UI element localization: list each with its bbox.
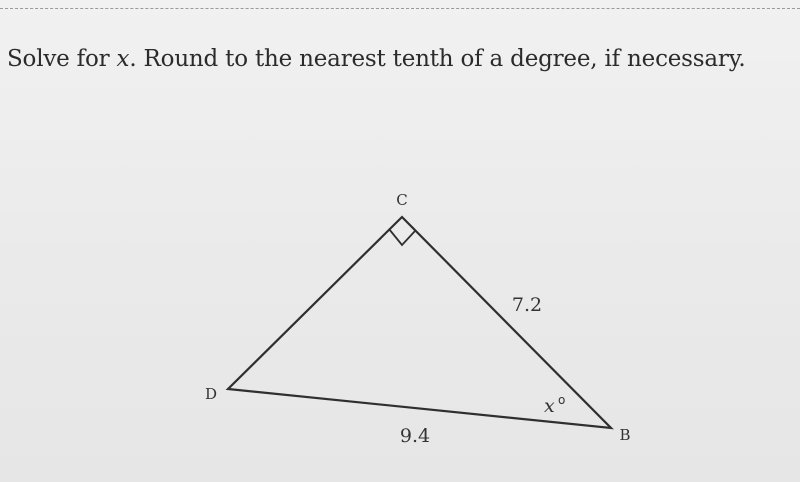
degree-symbol: o: [558, 393, 566, 407]
vertex-label-b: B: [619, 426, 631, 444]
vertex-label-c: C: [396, 191, 408, 209]
question-suffix: . Round to the nearest tenth of a degree, if necessary.: [129, 46, 746, 72]
angle-label-x: x: [544, 395, 555, 417]
right-angle-marker: [389, 229, 415, 245]
vertex-label-d: D: [204, 385, 218, 403]
side-label-db: 9.4: [399, 425, 431, 447]
side-label-cb: 7.2: [511, 294, 543, 316]
question-prefix: Solve for: [7, 46, 117, 72]
question-variable: x: [116, 46, 130, 72]
